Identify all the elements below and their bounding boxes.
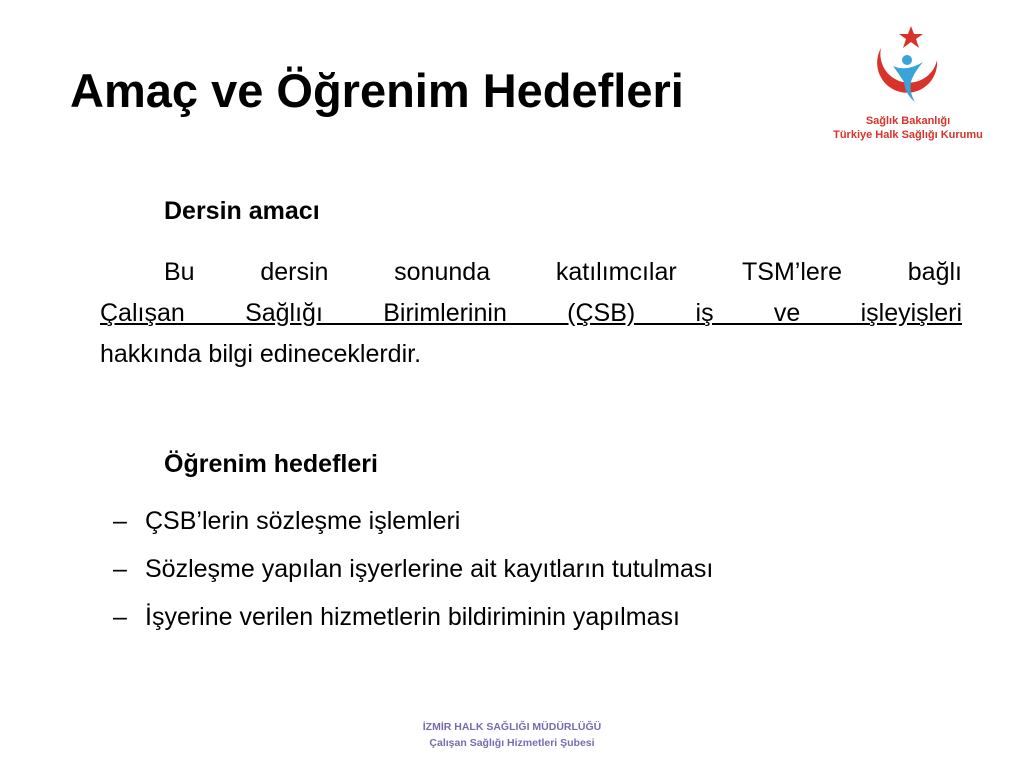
list-item-text: ÇSB’lerin sözleşme işlemleri bbox=[145, 507, 461, 535]
list-item-text: İşyerine verilen hizmetlerin bildiriminin yapılması bbox=[145, 603, 680, 631]
footer-line-1: İZMİR HALK SAĞLIĞI MÜDÜRLÜĞÜ bbox=[422, 721, 602, 733]
logo-line-1: Sağlık Bakanlığı bbox=[865, 115, 951, 127]
course-aim-paragraph bbox=[100, 252, 962, 375]
ministry-logo bbox=[818, 22, 998, 148]
list-item bbox=[113, 593, 713, 641]
learning-objectives-list bbox=[113, 497, 713, 641]
list-item bbox=[113, 545, 713, 593]
footer-line-2: Çalışan Sağlığı Hizmetleri Şubesi bbox=[429, 737, 595, 749]
logo-line-2: Türkiye Halk Sağlığı Kurumu bbox=[833, 129, 983, 141]
paragraph-line: Çalışan Sağlığı Birimlerinin (ÇSB) iş ve işleyişleri bbox=[100, 299, 962, 327]
list-item-text: Sözleşme yapılan işyerlerine ait kayıtların tutulması bbox=[145, 555, 714, 583]
list-item bbox=[113, 497, 713, 545]
section-heading-dersin-amaci: Dersin amacı bbox=[164, 197, 320, 225]
slide-footer bbox=[0, 719, 1024, 751]
slide-title: Amaç ve Öğrenim Hedefleri bbox=[70, 64, 684, 117]
paragraph-line: hakkında bilgi edineceklerdir. bbox=[100, 340, 422, 368]
dash-bullet: – bbox=[113, 555, 127, 583]
paragraph-line: Bu dersin sonunda katılımcılar TSM’lere bağlı bbox=[164, 258, 962, 286]
dash-bullet: – bbox=[113, 507, 127, 535]
section-heading-ogrenim-hedefleri: Öğrenim hedefleri bbox=[164, 450, 378, 478]
ministry-crescent-star-icon bbox=[863, 22, 953, 114]
dash-bullet: – bbox=[113, 603, 127, 631]
